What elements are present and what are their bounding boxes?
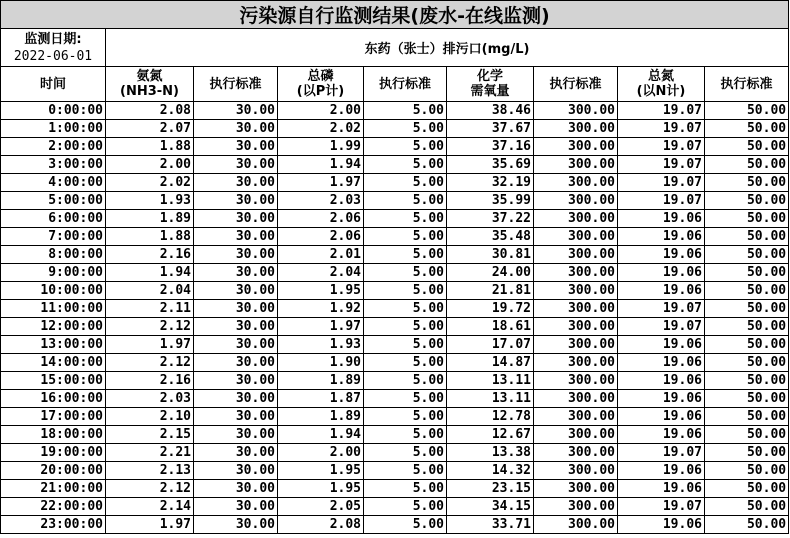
time-cell: 4:00:00 — [1, 174, 106, 192]
table-row — [1, 246, 789, 264]
time-cell: 18:00:00 — [1, 426, 106, 444]
time-cell: 14:00:00 — [1, 354, 106, 372]
value-cell: 19.07 — [618, 138, 705, 156]
value-cell: 2.08 — [106, 102, 194, 120]
value-cell: 300.00 — [534, 336, 618, 354]
value-cell: 2.10 — [106, 408, 194, 426]
time-cell: 6:00:00 — [1, 210, 106, 228]
value-cell: 33.71 — [447, 516, 534, 534]
value-cell: 300.00 — [534, 426, 618, 444]
value-cell: 1.99 — [278, 138, 364, 156]
table-row — [1, 498, 789, 516]
value-cell: 50.00 — [705, 102, 789, 120]
value-cell: 50.00 — [705, 300, 789, 318]
column-header-text: 化学 — [476, 69, 503, 84]
value-cell: 5.00 — [364, 516, 447, 534]
value-cell: 1.97 — [278, 174, 364, 192]
value-cell: 19.06 — [618, 426, 705, 444]
time-cell: 3:00:00 — [1, 156, 106, 174]
time-cell: 21:00:00 — [1, 480, 106, 498]
value-cell: 5.00 — [364, 408, 447, 426]
table-row — [1, 102, 789, 120]
value-cell: 13.11 — [447, 372, 534, 390]
column-header — [364, 67, 447, 102]
value-cell: 5.00 — [364, 228, 447, 246]
column-header — [106, 67, 194, 102]
value-cell: 300.00 — [534, 120, 618, 138]
monitoring-date-label: 监测日期: — [24, 31, 82, 47]
value-cell: 50.00 — [705, 372, 789, 390]
table-row — [1, 426, 789, 444]
value-cell: 2.16 — [106, 246, 194, 264]
time-cell: 11:00:00 — [1, 300, 106, 318]
value-cell: 1.89 — [106, 210, 194, 228]
value-cell: 50.00 — [705, 156, 789, 174]
value-cell: 21.81 — [447, 282, 534, 300]
value-cell: 2.04 — [278, 264, 364, 282]
value-cell: 5.00 — [364, 390, 447, 408]
table-row — [1, 120, 789, 138]
value-cell: 50.00 — [705, 390, 789, 408]
value-cell: 2.21 — [106, 444, 194, 462]
table-row — [1, 480, 789, 498]
table-row — [1, 336, 789, 354]
value-cell: 19.72 — [447, 300, 534, 318]
value-cell: 30.00 — [194, 300, 278, 318]
value-cell: 2.08 — [278, 516, 364, 534]
value-cell: 19.06 — [618, 228, 705, 246]
value-cell: 19.06 — [618, 354, 705, 372]
value-cell: 50.00 — [705, 444, 789, 462]
value-cell: 300.00 — [534, 210, 618, 228]
table-row — [1, 372, 789, 390]
value-cell: 50.00 — [705, 246, 789, 264]
value-cell: 300.00 — [534, 318, 618, 336]
value-cell: 50.00 — [705, 120, 789, 138]
time-cell: 19:00:00 — [1, 444, 106, 462]
value-cell: 2.02 — [106, 174, 194, 192]
outlet-name: 东药（张士）排污口(mg/L) — [106, 29, 789, 67]
column-header-text: (以P计) — [296, 84, 345, 99]
time-cell: 23:00:00 — [1, 516, 106, 534]
value-cell: 2.12 — [106, 354, 194, 372]
value-cell: 300.00 — [534, 498, 618, 516]
column-header-text: 执行标准 — [720, 76, 773, 92]
value-cell: 5.00 — [364, 444, 447, 462]
value-cell: 30.81 — [447, 246, 534, 264]
value-cell: 30.00 — [194, 174, 278, 192]
value-cell: 19.07 — [618, 300, 705, 318]
monitoring-date-value: 2022-06-01 — [13, 48, 93, 64]
value-cell: 30.00 — [194, 228, 278, 246]
value-cell: 300.00 — [534, 516, 618, 534]
table-row — [1, 282, 789, 300]
value-cell: 30.00 — [194, 516, 278, 534]
table-row — [1, 408, 789, 426]
value-cell: 300.00 — [534, 372, 618, 390]
value-cell: 30.00 — [194, 318, 278, 336]
value-cell: 14.32 — [447, 462, 534, 480]
value-cell: 12.78 — [447, 408, 534, 426]
value-cell: 2.16 — [106, 372, 194, 390]
column-header-row — [1, 67, 789, 102]
value-cell: 19.06 — [618, 390, 705, 408]
value-cell: 37.22 — [447, 210, 534, 228]
value-cell: 34.15 — [447, 498, 534, 516]
value-cell: 300.00 — [534, 480, 618, 498]
time-cell: 22:00:00 — [1, 498, 106, 516]
time-cell: 9:00:00 — [1, 264, 106, 282]
value-cell: 5.00 — [364, 372, 447, 390]
time-cell: 8:00:00 — [1, 246, 106, 264]
table-row — [1, 462, 789, 480]
column-header — [278, 67, 364, 102]
value-cell: 24.00 — [447, 264, 534, 282]
value-cell: 14.87 — [447, 354, 534, 372]
value-cell: 13.38 — [447, 444, 534, 462]
value-cell: 19.07 — [618, 444, 705, 462]
value-cell: 2.01 — [278, 246, 364, 264]
value-cell: 300.00 — [534, 192, 618, 210]
value-cell: 19.06 — [618, 282, 705, 300]
value-cell: 50.00 — [705, 228, 789, 246]
value-cell: 300.00 — [534, 246, 618, 264]
value-cell: 2.12 — [106, 318, 194, 336]
value-cell: 5.00 — [364, 300, 447, 318]
value-cell: 50.00 — [705, 498, 789, 516]
value-cell: 300.00 — [534, 354, 618, 372]
column-header — [194, 67, 278, 102]
value-cell: 19.06 — [618, 336, 705, 354]
value-cell: 2.15 — [106, 426, 194, 444]
value-cell: 5.00 — [364, 138, 447, 156]
value-cell: 2.05 — [278, 498, 364, 516]
value-cell: 37.67 — [447, 120, 534, 138]
value-cell: 19.07 — [618, 318, 705, 336]
value-cell: 1.89 — [278, 372, 364, 390]
value-cell: 50.00 — [705, 282, 789, 300]
value-cell: 30.00 — [194, 444, 278, 462]
value-cell: 1.95 — [278, 282, 364, 300]
value-cell: 300.00 — [534, 462, 618, 480]
value-cell: 19.06 — [618, 264, 705, 282]
value-cell: 19.07 — [618, 156, 705, 174]
value-cell: 5.00 — [364, 264, 447, 282]
value-cell: 50.00 — [705, 408, 789, 426]
table-row — [1, 138, 789, 156]
value-cell: 2.03 — [278, 192, 364, 210]
value-cell: 38.46 — [447, 102, 534, 120]
value-cell: 5.00 — [364, 318, 447, 336]
value-cell: 2.04 — [106, 282, 194, 300]
value-cell: 300.00 — [534, 156, 618, 174]
value-cell: 2.14 — [106, 498, 194, 516]
value-cell: 5.00 — [364, 282, 447, 300]
value-cell: 2.00 — [278, 444, 364, 462]
table-row — [1, 228, 789, 246]
value-cell: 1.97 — [106, 336, 194, 354]
value-cell: 5.00 — [364, 480, 447, 498]
value-cell: 19.06 — [618, 516, 705, 534]
value-cell: 17.07 — [447, 336, 534, 354]
value-cell: 5.00 — [364, 174, 447, 192]
value-cell: 30.00 — [194, 336, 278, 354]
value-cell: 2.06 — [278, 210, 364, 228]
value-cell: 50.00 — [705, 264, 789, 282]
value-cell: 2.02 — [278, 120, 364, 138]
value-cell: 1.94 — [106, 264, 194, 282]
column-header-text: (NH3-N) — [120, 84, 179, 99]
value-cell: 30.00 — [194, 120, 278, 138]
value-cell: 1.95 — [278, 480, 364, 498]
value-cell: 50.00 — [705, 192, 789, 210]
value-cell: 5.00 — [364, 102, 447, 120]
value-cell: 30.00 — [194, 408, 278, 426]
value-cell: 5.00 — [364, 354, 447, 372]
column-header — [618, 67, 705, 102]
value-cell: 35.69 — [447, 156, 534, 174]
value-cell: 5.00 — [364, 336, 447, 354]
value-cell: 30.00 — [194, 282, 278, 300]
value-cell: 19.07 — [618, 102, 705, 120]
column-header — [534, 67, 618, 102]
column-header-text: 需氧量 — [470, 84, 510, 99]
time-cell: 0:00:00 — [1, 102, 106, 120]
time-cell: 2:00:00 — [1, 138, 106, 156]
value-cell: 30.00 — [194, 426, 278, 444]
value-cell: 1.94 — [278, 426, 364, 444]
value-cell: 35.48 — [447, 228, 534, 246]
value-cell: 5.00 — [364, 192, 447, 210]
column-header-text: 氨氮 — [136, 69, 163, 84]
value-cell: 300.00 — [534, 138, 618, 156]
value-cell: 50.00 — [705, 354, 789, 372]
table-row — [1, 516, 789, 534]
value-cell: 12.67 — [447, 426, 534, 444]
value-cell: 2.00 — [278, 102, 364, 120]
value-cell: 30.00 — [194, 210, 278, 228]
value-cell: 1.97 — [106, 516, 194, 534]
table-row — [1, 174, 789, 192]
value-cell: 50.00 — [705, 210, 789, 228]
time-cell: 10:00:00 — [1, 282, 106, 300]
value-cell: 19.07 — [618, 174, 705, 192]
value-cell: 50.00 — [705, 336, 789, 354]
table-row — [1, 264, 789, 282]
value-cell: 30.00 — [194, 192, 278, 210]
value-cell: 30.00 — [194, 354, 278, 372]
value-cell: 30.00 — [194, 462, 278, 480]
value-cell: 1.89 — [278, 408, 364, 426]
value-cell: 19.06 — [618, 372, 705, 390]
time-cell: 13:00:00 — [1, 336, 106, 354]
value-cell: 5.00 — [364, 210, 447, 228]
value-cell: 2.12 — [106, 480, 194, 498]
table-row — [1, 354, 789, 372]
table-row — [1, 192, 789, 210]
value-cell: 50.00 — [705, 318, 789, 336]
value-cell: 1.88 — [106, 228, 194, 246]
table-row — [1, 318, 789, 336]
value-cell: 5.00 — [364, 120, 447, 138]
time-cell: 12:00:00 — [1, 318, 106, 336]
value-cell: 50.00 — [705, 516, 789, 534]
value-cell: 300.00 — [534, 300, 618, 318]
column-header-text: 总氮 — [647, 69, 674, 84]
value-cell: 2.07 — [106, 120, 194, 138]
value-cell: 50.00 — [705, 174, 789, 192]
column-header-text: 执行标准 — [378, 76, 431, 92]
table-row — [1, 390, 789, 408]
table-row — [1, 444, 789, 462]
value-cell: 5.00 — [364, 426, 447, 444]
value-cell: 2.03 — [106, 390, 194, 408]
value-cell: 30.00 — [194, 102, 278, 120]
value-cell: 1.90 — [278, 354, 364, 372]
value-cell: 13.11 — [447, 390, 534, 408]
value-cell: 30.00 — [194, 390, 278, 408]
value-cell: 35.99 — [447, 192, 534, 210]
value-cell: 2.06 — [278, 228, 364, 246]
value-cell: 1.88 — [106, 138, 194, 156]
column-header-text: 执行标准 — [549, 76, 602, 92]
value-cell: 50.00 — [705, 426, 789, 444]
value-cell: 19.07 — [618, 120, 705, 138]
value-cell: 19.06 — [618, 480, 705, 498]
value-cell: 1.93 — [106, 192, 194, 210]
value-cell: 5.00 — [364, 156, 447, 174]
value-cell: 300.00 — [534, 264, 618, 282]
value-cell: 32.19 — [447, 174, 534, 192]
value-cell: 5.00 — [364, 462, 447, 480]
value-cell: 50.00 — [705, 462, 789, 480]
column-header-text: 总磷 — [307, 69, 334, 84]
column-header — [705, 67, 789, 102]
time-cell: 20:00:00 — [1, 462, 106, 480]
column-header-text: 执行标准 — [209, 76, 262, 92]
value-cell: 2.00 — [106, 156, 194, 174]
value-cell: 1.94 — [278, 156, 364, 174]
value-cell: 5.00 — [364, 246, 447, 264]
column-header — [447, 67, 534, 102]
value-cell: 2.11 — [106, 300, 194, 318]
value-cell: 300.00 — [534, 282, 618, 300]
table-row — [1, 300, 789, 318]
time-cell: 7:00:00 — [1, 228, 106, 246]
value-cell: 1.97 — [278, 318, 364, 336]
table-row — [1, 210, 789, 228]
value-cell: 19.06 — [618, 246, 705, 264]
value-cell: 300.00 — [534, 102, 618, 120]
time-cell: 1:00:00 — [1, 120, 106, 138]
value-cell: 300.00 — [534, 408, 618, 426]
value-cell: 1.87 — [278, 390, 364, 408]
value-cell: 50.00 — [705, 480, 789, 498]
value-cell: 5.00 — [364, 498, 447, 516]
time-cell: 16:00:00 — [1, 390, 106, 408]
time-cell: 15:00:00 — [1, 372, 106, 390]
time-cell: 17:00:00 — [1, 408, 106, 426]
value-cell: 30.00 — [194, 480, 278, 498]
value-cell: 19.07 — [618, 498, 705, 516]
value-cell: 30.00 — [194, 264, 278, 282]
value-cell: 1.93 — [278, 336, 364, 354]
value-cell: 37.16 — [447, 138, 534, 156]
value-cell: 19.07 — [618, 192, 705, 210]
value-cell: 300.00 — [534, 174, 618, 192]
value-cell: 23.15 — [447, 480, 534, 498]
value-cell: 19.06 — [618, 462, 705, 480]
column-header — [1, 67, 106, 102]
monitoring-date-cell — [1, 29, 106, 67]
value-cell: 1.95 — [278, 462, 364, 480]
value-cell: 30.00 — [194, 246, 278, 264]
value-cell: 2.13 — [106, 462, 194, 480]
report-title: 污染源自行监测结果(废水-在线监测) — [1, 1, 789, 29]
value-cell: 1.92 — [278, 300, 364, 318]
value-cell: 18.61 — [447, 318, 534, 336]
value-cell: 50.00 — [705, 138, 789, 156]
value-cell: 19.06 — [618, 408, 705, 426]
table-row — [1, 156, 789, 174]
value-cell: 30.00 — [194, 498, 278, 516]
value-cell: 300.00 — [534, 444, 618, 462]
column-header-text: 时间 — [39, 76, 66, 92]
value-cell: 300.00 — [534, 390, 618, 408]
column-header-text: (以N计) — [636, 84, 686, 99]
value-cell: 19.06 — [618, 210, 705, 228]
value-cell: 30.00 — [194, 372, 278, 390]
value-cell: 300.00 — [534, 228, 618, 246]
value-cell: 30.00 — [194, 156, 278, 174]
time-cell: 5:00:00 — [1, 192, 106, 210]
value-cell: 30.00 — [194, 138, 278, 156]
